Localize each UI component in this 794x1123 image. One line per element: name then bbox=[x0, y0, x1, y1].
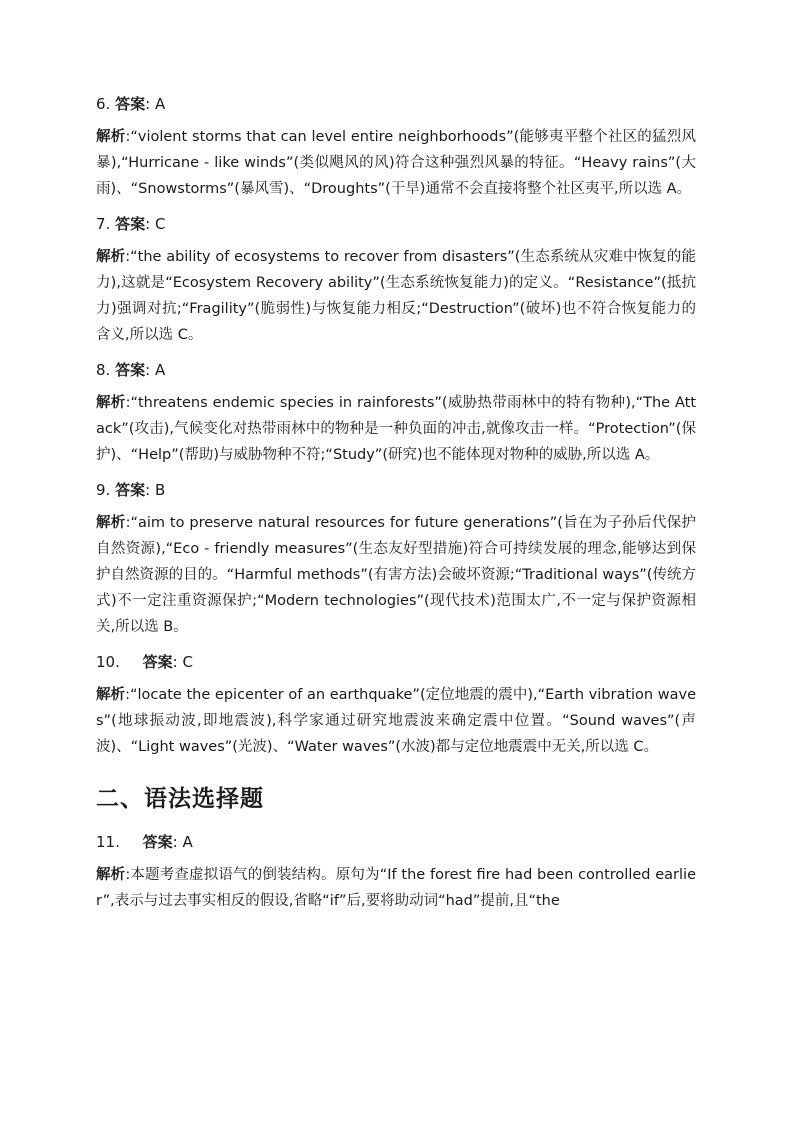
analysis-text: :“locate the epicenter of an earthquake”(定位地震的震中),“Earth vibration waves”(地球振动波,即地震波),科学家通过研究地震波来确定震中位置。“Sound waves”(声波)、“Light waves”(光波)、“Water waves”(水波)都与定位地震震中无关,所以选 C。 bbox=[96, 687, 697, 755]
separator: : bbox=[145, 481, 151, 499]
analysis-text: :“threatens endemic species in rainforests”(威胁热带雨林中的特有物种),“The Attack”(攻击),气候变化对热带雨林中的物种是一种负面的冲击,就像攻击一样。“Protection”(保护)、“Help”(帮助)与威胁物种不符;“Study”(研究)也不能体现对物种的威胁,所以选 A。 bbox=[96, 395, 697, 463]
separator: : bbox=[145, 361, 151, 379]
answer-line-11 bbox=[96, 830, 696, 854]
document-content bbox=[96, 92, 696, 924]
answer-value: A bbox=[154, 95, 166, 113]
analysis-7 bbox=[96, 244, 696, 348]
separator: : bbox=[172, 833, 178, 851]
question-number: 11. bbox=[96, 833, 120, 851]
answer-line-9 bbox=[96, 478, 696, 502]
analysis-text: :“aim to preserve natural resources for future generations”(旨在为子孙后代保护自然资源),“Eco - friendly measures”(生态友好型措施)符合可持续发展的理念,能够达到保护自然资源的目的。“Harmful methods”(有害方法)会破坏资源;“Traditional ways”(传统方式)不一定注重资源保护;“Modern technologies”(现代技术)范围太广,不一定与保护资源相关,所以选 B。 bbox=[96, 515, 696, 635]
answer-label: 答案 bbox=[142, 833, 173, 851]
analysis-label: 解析 bbox=[96, 249, 126, 265]
answer-value: C bbox=[154, 215, 166, 233]
analysis-10 bbox=[96, 682, 696, 760]
question-number: 6. bbox=[96, 95, 111, 113]
answer-value: A bbox=[154, 361, 166, 379]
answer-label: 答案 bbox=[142, 653, 173, 671]
analysis-text: :“violent storms that can level entire neighborhoods”(能够夷平整个社区的猛烈风暴),“Hurricane - like winds”(类似飓风的风)符合这种强烈风暴的特征。“Heavy rains”(大雨)、“Snowstorms”(暴风雪)、“Droughts”(干旱)通常不会直接将整个社区夷平,所以选 A。 bbox=[96, 129, 696, 197]
answer-value: A bbox=[182, 833, 193, 851]
answer-value: B bbox=[154, 481, 166, 499]
answer-line-7 bbox=[96, 212, 696, 236]
question-number: 7. bbox=[96, 215, 111, 233]
analysis-text: :本题考查虚拟语气的倒装结构。原句为“If the forest fire had been controlled earlier”,表示与过去事实相反的假设,省略“if”后,要将助动词“had”提前,且“the bbox=[96, 867, 697, 909]
section-heading: 二、语法选择题 bbox=[96, 786, 264, 812]
analysis-label: 解析 bbox=[96, 395, 126, 411]
analysis-label: 解析 bbox=[96, 515, 126, 531]
answer-value: C bbox=[182, 653, 193, 671]
answer-label: 答案 bbox=[115, 361, 146, 379]
question-number: 9. bbox=[96, 481, 111, 499]
question-number: 8. bbox=[96, 361, 111, 379]
analysis-6 bbox=[96, 124, 696, 202]
separator: : bbox=[145, 95, 151, 113]
analysis-label: 解析 bbox=[96, 867, 126, 883]
answer-label: 答案 bbox=[115, 215, 146, 233]
analysis-8 bbox=[96, 390, 696, 468]
answer-line-8 bbox=[96, 358, 696, 382]
separator: : bbox=[145, 215, 151, 233]
answer-label: 答案 bbox=[115, 481, 146, 499]
analysis-text: :“the ability of ecosystems to recover from disasters”(生态系统从灾难中恢复的能力),这就是“Ecosystem Recovery ability”(生态系统恢复能力)的定义。“Resistance”(抵抗力)强调对抗;“Fragility”(脆弱性)与恢复能力相反;“Destruction”(破坏)也不符合恢复能力的含义,所以选 C。 bbox=[96, 249, 696, 343]
analysis-11 bbox=[96, 862, 696, 914]
answer-label: 答案 bbox=[115, 95, 146, 113]
question-number: 10. bbox=[96, 653, 120, 671]
analysis-9 bbox=[96, 510, 696, 640]
answer-line-6 bbox=[96, 92, 696, 116]
analysis-label: 解析 bbox=[96, 687, 126, 703]
separator: : bbox=[172, 653, 178, 671]
analysis-label: 解析 bbox=[96, 129, 126, 145]
answer-line-10 bbox=[96, 650, 696, 674]
